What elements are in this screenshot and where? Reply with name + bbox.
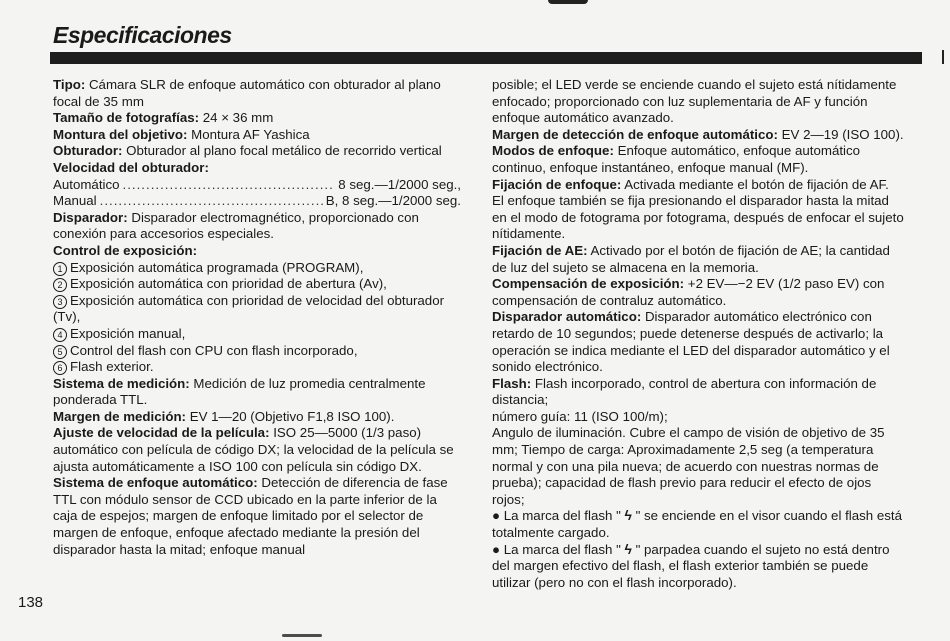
spec-paragraph <box>53 143 461 160</box>
bullet-text: La marca del flash " <box>503 508 625 524</box>
title-rule <box>50 52 922 64</box>
exposure-mode-text: Exposición automática con prioridad de velocidad del obturador (Tv), <box>53 292 445 325</box>
spec-label: Disparador automático: <box>492 309 642 325</box>
spec-paragraph <box>492 376 904 409</box>
spec-text: Enfoque automático, enfoque automático continuo, enfoque instantáneo, enfoque manual (MF). <box>492 143 861 175</box>
spec-paragraph <box>53 127 461 144</box>
spec-text: Medición de luz promedia centralmente ponderada TTL. <box>53 375 426 408</box>
spec-label: Ajuste de velocidad de la película: <box>53 425 270 441</box>
bullet-icon: ● <box>492 541 504 557</box>
flash-bullet <box>492 542 904 592</box>
spec-text: EV 2—19 (ISO 100). <box>777 126 904 142</box>
leader-dots <box>100 193 323 210</box>
spec-text: Disparador electromagnético, proporcionado con conexión para accesorios especiales. <box>53 209 419 242</box>
flash-bullet <box>492 508 904 541</box>
spec-text: 24 × 36 mm <box>199 110 274 126</box>
spec-text: Disparador automático electrónico con retardo de 10 segundos; puede detenerse después de activarlo; la operación se indica mediante el LED del disparador automático y el sonido electrónico. <box>492 309 890 375</box>
spec-label: Flash: <box>492 375 532 391</box>
shutter-speed-label: Manual <box>53 193 97 209</box>
spec-label: Compensación de exposición: <box>492 276 685 292</box>
spec-paragraph <box>53 110 461 127</box>
spec-text: posible; el LED verde se enciende cuando el sujeto está nítidamente enfocado; proporcionado con luz suplementaria de AF y función enfoque automático avanzado. <box>492 77 897 126</box>
exposure-mode-item <box>53 293 461 326</box>
spec-label: Fijación de AE: <box>492 242 588 258</box>
spec-paragraph <box>53 425 461 475</box>
circled-number: 1 <box>53 262 67 276</box>
exposure-mode-text: Exposición automática con prioridad de abertura (Av), <box>70 276 387 292</box>
bullet-icon: ● <box>492 508 504 524</box>
spec-label: Tamaño de fotografías: <box>53 110 200 126</box>
spec-paragraph <box>492 77 904 127</box>
spec-paragraph <box>492 177 904 243</box>
spec-label: Modos de enfoque: <box>492 143 614 159</box>
exposure-mode-item <box>53 359 461 376</box>
page-title: Especificaciones <box>53 22 232 48</box>
spec-paragraph <box>53 409 461 426</box>
spec-paragraph <box>492 127 904 144</box>
spec-paragraph <box>492 243 904 276</box>
spec-paragraph <box>53 210 461 243</box>
spec-text: Activado por el botón de fijación de AE; la cantidad de luz del sujeto se almacena en la memoria. <box>492 242 890 275</box>
spec-label: Disparador: <box>53 209 128 225</box>
spec-text: Activada mediante el botón de fijación de AF. El enfoque también se fija presionando el disparador hasta la mitad en el modo de fotograma por fotograma, después de enfocar el sujeto nítidamente. <box>492 176 904 242</box>
spec-paragraph <box>492 143 904 176</box>
exposure-mode-item <box>53 276 461 293</box>
circled-number: 5 <box>53 345 67 359</box>
page-number: 138 <box>18 594 44 611</box>
spec-paragraph <box>53 475 461 558</box>
shutter-speed-label: Automático <box>53 176 120 192</box>
spec-text: Detección de diferencia de fase TTL con módulo sensor de CCD ubicado en la parte inferior de la caja de espejos; margen de enfoque limitado por el selector de margen de enfoque, enfoque afectado mediante la presión del disparador hasta la mitad; enfoque manual <box>53 475 448 557</box>
flash-icon: ϟ <box>624 540 632 557</box>
circled-number: 3 <box>53 295 67 309</box>
spec-paragraph <box>53 243 461 260</box>
spec-paragraph <box>53 376 461 409</box>
left-column <box>53 77 461 558</box>
spec-label: Margen de medición: <box>53 408 186 424</box>
spec-text: Cámara SLR de enfoque automático con obturador al plano focal de 35 mm <box>53 77 441 109</box>
bullet-text: " se enciende en el visor cuando el flash está totalmente cargado. <box>492 508 903 541</box>
flash-icon: ϟ <box>624 507 632 524</box>
exposure-mode-item <box>53 343 461 360</box>
shutter-speed-value: 8 seg.—1/2000 seg., <box>338 176 461 192</box>
spec-label: Montura del objetivo: <box>53 126 188 142</box>
exposure-mode-text: Flash exterior. <box>70 359 154 375</box>
bullet-text: La marca del flash " <box>503 541 625 557</box>
leader-dots <box>123 177 336 194</box>
circled-number: 6 <box>53 361 67 375</box>
circled-number: 4 <box>53 328 67 342</box>
spec-text: Angulo de iluminación. Cubre el campo de visión de objetivo de 35 mm; Tiempo de carga: Aproximadamente 2,5 seg (a temperatura normal y con una pila nueva; de acuerdo con nuestras normas de prueba); capacidad de flash previo para reducir el efecto de ojos rojos; <box>492 425 885 507</box>
spec-paragraph <box>492 309 904 375</box>
spec-label: Tipo: <box>53 77 86 92</box>
spec-text: EV 1—20 (Objetivo F1,8 ISO 100). <box>186 408 395 424</box>
spec-paragraph <box>492 276 904 309</box>
exposure-mode-text: Exposición manual, <box>70 325 186 341</box>
spec-label: Control de exposición: <box>53 242 198 258</box>
scan-mark <box>548 0 588 4</box>
spec-text: +2 EV—−2 EV (1/2 paso EV) con compensación de contraluz automático. <box>492 276 885 308</box>
spec-label: Velocidad del obturador: <box>53 159 209 175</box>
spec-label: Sistema de enfoque automático: <box>53 475 258 491</box>
shutter-speed-row <box>53 177 461 194</box>
scan-mark <box>942 50 944 64</box>
shutter-speed-row <box>53 193 461 210</box>
bullet-text: " parpadea cuando el sujeto no está dentro del margen efectivo del flash, el flash exterior también se puede utilizar (pero no con el flash incorporado). <box>492 541 890 590</box>
spec-text: número guía: 11 (ISO 100/m); <box>492 408 668 424</box>
spec-text: Obturador al plano focal metálico de recorrido vertical <box>122 143 442 159</box>
exposure-mode-item <box>53 326 461 343</box>
spec-label: Sistema de medición: <box>53 375 190 391</box>
spec-paragraph <box>492 425 904 508</box>
spec-label: Fijación de enfoque: <box>492 176 622 192</box>
spec-text: ISO 25—5000 (1/3 paso) automático con película de código DX; la velocidad de la película se ajusta automáticamente a ISO 100 con película sin código DX. <box>53 425 454 474</box>
spec-paragraph <box>53 77 461 110</box>
exposure-mode-text: Exposición automática programada (PROGRAM), <box>70 259 364 275</box>
spec-label: Margen de detección de enfoque automático: <box>492 126 778 142</box>
right-column <box>492 77 904 591</box>
spec-text: Flash incorporado, control de abertura con información de distancia; <box>492 375 877 408</box>
spec-text: Montura AF Yashica <box>187 126 310 142</box>
scan-mark <box>282 634 322 637</box>
exposure-mode-text: Control del flash con CPU con flash incorporado, <box>70 342 358 358</box>
exposure-mode-item <box>53 260 461 277</box>
spec-label: Obturador: <box>53 143 123 159</box>
shutter-speed-value: B, 8 seg.—1/2000 seg. <box>325 193 461 209</box>
spec-paragraph <box>53 160 461 177</box>
circled-number: 2 <box>53 278 67 292</box>
spec-paragraph <box>492 409 904 426</box>
